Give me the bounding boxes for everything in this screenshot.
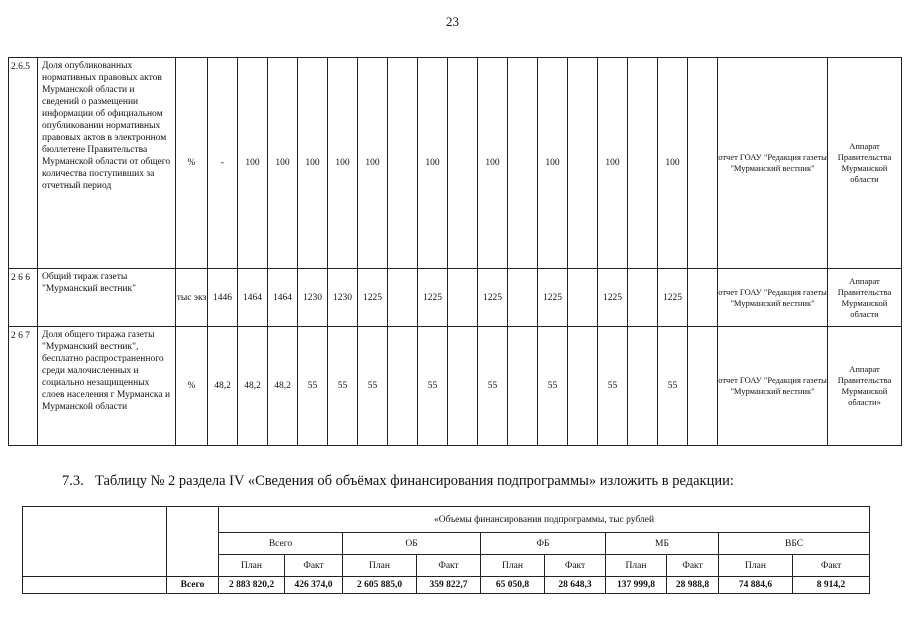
indicator-value: 100 bbox=[538, 58, 568, 269]
financing-value: 2 883 820,2 bbox=[219, 577, 285, 594]
indicator-responsible: Аппарат Правительства Мурманской области» bbox=[828, 327, 902, 446]
financing-row-empty bbox=[23, 577, 167, 594]
indicator-value: 100 bbox=[598, 58, 628, 269]
indicator-value bbox=[508, 58, 538, 269]
indicator-value: 100 bbox=[238, 58, 268, 269]
indicator-value bbox=[628, 269, 658, 327]
indicator-number: 2.6.5 bbox=[9, 58, 38, 269]
indicator-value: 1446 bbox=[208, 269, 238, 327]
indicator-value bbox=[688, 269, 718, 327]
indicator-number: 2 6 6 bbox=[9, 269, 38, 327]
financing-value: 74 884,6 bbox=[719, 577, 793, 594]
financing-value: 28 648,3 bbox=[545, 577, 606, 594]
indicator-value: 55 bbox=[418, 327, 448, 446]
page-number: 23 bbox=[446, 14, 459, 29]
indicator-source: отчет ГОАУ "Редакция газеты "Мурманский вестник" bbox=[718, 58, 828, 269]
financing-row-label: Всего bbox=[167, 577, 219, 594]
paragraph-number: 7.3. bbox=[62, 473, 84, 489]
indicator-value bbox=[628, 58, 658, 269]
indicator-value: 100 bbox=[418, 58, 448, 269]
indicator-value: 55 bbox=[298, 327, 328, 446]
financing-table bbox=[22, 506, 870, 594]
indicator-value: 1225 bbox=[538, 269, 568, 327]
indicator-row bbox=[9, 269, 902, 327]
indicator-unit: % bbox=[176, 58, 208, 269]
indicator-value bbox=[448, 269, 478, 327]
indicator-number: 2 6 7 bbox=[9, 327, 38, 446]
indicator-value: 1464 bbox=[238, 269, 268, 327]
indicator-value: 100 bbox=[358, 58, 388, 269]
indicator-value: 100 bbox=[478, 58, 508, 269]
indicator-row bbox=[9, 58, 902, 269]
financing-value: 65 050,8 bbox=[481, 577, 545, 594]
financing-value: 8 914,2 bbox=[793, 577, 870, 594]
indicator-value bbox=[388, 327, 418, 446]
indicator-value bbox=[388, 269, 418, 327]
indicator-responsible: Аппарат Правительства Мурманской области bbox=[828, 58, 902, 269]
indicator-value bbox=[508, 269, 538, 327]
indicator-value bbox=[568, 58, 598, 269]
financing-value: 426 374,0 bbox=[285, 577, 343, 594]
financing-value: 28 988,8 bbox=[667, 577, 719, 594]
indicator-value: 1230 bbox=[328, 269, 358, 327]
indicator-value bbox=[568, 327, 598, 446]
financing-empty-header bbox=[23, 507, 167, 577]
financing-plan-header: План bbox=[343, 555, 417, 577]
financing-fact-header: Факт bbox=[417, 555, 481, 577]
indicator-value bbox=[508, 327, 538, 446]
indicator-value: 48,2 bbox=[238, 327, 268, 446]
indicator-value: 55 bbox=[328, 327, 358, 446]
indicator-value: 48,2 bbox=[208, 327, 238, 446]
paragraph-text: Таблицу № 2 раздела IV «Сведения об объёмах финансирования подпрограммы» изложить в редакции: bbox=[95, 473, 734, 489]
financing-title: «Объемы финансирования подпрограммы, тыс рублей bbox=[219, 507, 870, 533]
indicator-value: 55 bbox=[538, 327, 568, 446]
indicator-value: 1225 bbox=[418, 269, 448, 327]
financing-fact-header: Факт bbox=[667, 555, 719, 577]
financing-group-header: ФБ bbox=[481, 533, 606, 555]
indicator-value: 55 bbox=[358, 327, 388, 446]
financing-value: 359 822,7 bbox=[417, 577, 481, 594]
indicator-value bbox=[688, 327, 718, 446]
indicator-name: Общий тираж газеты "Мурманский вестник" bbox=[38, 269, 176, 327]
indicator-value: 100 bbox=[268, 58, 298, 269]
indicator-value bbox=[568, 269, 598, 327]
indicator-name: Доля общего тиража газеты "Мурманский вестник", бесплатно распространенного среди малочисленных и социально незащищенных слоев населения г Мурманска и Мурманской области bbox=[38, 327, 176, 446]
indicator-value: 100 bbox=[328, 58, 358, 269]
indicator-row bbox=[9, 327, 902, 446]
indicator-value: 1225 bbox=[598, 269, 628, 327]
financing-value: 137 999,8 bbox=[606, 577, 667, 594]
indicator-value: 1230 bbox=[298, 269, 328, 327]
indicator-value: 1225 bbox=[358, 269, 388, 327]
financing-group-header: ВБС bbox=[719, 533, 870, 555]
financing-fact-header: Факт bbox=[545, 555, 606, 577]
indicator-value bbox=[448, 327, 478, 446]
indicator-value: 100 bbox=[298, 58, 328, 269]
indicator-value bbox=[388, 58, 418, 269]
financing-group-header: ОБ bbox=[343, 533, 481, 555]
indicator-value: 1464 bbox=[268, 269, 298, 327]
indicator-value: - bbox=[208, 58, 238, 269]
indicator-value: 55 bbox=[598, 327, 628, 446]
indicator-value bbox=[448, 58, 478, 269]
financing-fact-header: Факт bbox=[285, 555, 343, 577]
financing-plan-header: План bbox=[606, 555, 667, 577]
indicator-unit: % bbox=[176, 327, 208, 446]
financing-value: 2 605 885,0 bbox=[343, 577, 417, 594]
paragraph-7-3 bbox=[62, 473, 734, 490]
financing-plan-header: План bbox=[719, 555, 793, 577]
indicator-value bbox=[628, 327, 658, 446]
indicator-value: 55 bbox=[478, 327, 508, 446]
indicator-source: отчет ГОАУ "Редакция газеты "Мурманский вестник" bbox=[718, 269, 828, 327]
indicator-value: 1225 bbox=[478, 269, 508, 327]
financing-fact-header: Факт bbox=[793, 555, 870, 577]
indicators-table bbox=[8, 57, 902, 446]
indicator-source: отчет ГОАУ "Редакция газеты "Мурманский вестник" bbox=[718, 327, 828, 446]
indicator-value bbox=[688, 58, 718, 269]
indicator-unit: тыс экз bbox=[176, 269, 208, 327]
indicator-value: 100 bbox=[658, 58, 688, 269]
indicator-value: 1225 bbox=[658, 269, 688, 327]
financing-plan-header: План bbox=[481, 555, 545, 577]
financing-empty-header-2 bbox=[167, 507, 219, 577]
financing-group-header: Всего bbox=[219, 533, 343, 555]
financing-plan-header: План bbox=[219, 555, 285, 577]
indicator-name: Доля опубликованных нормативных правовых актов Мурманской области и сведений о размещении информации об официальном опубликовании нормативных правовых актов в электронном бюллетене Правительства Мурманской области от общего количества поступивших за отчетный период bbox=[38, 58, 176, 269]
indicator-value: 55 bbox=[658, 327, 688, 446]
indicator-responsible: Аппарат Правительства Мурманской области bbox=[828, 269, 902, 327]
financing-group-header: МБ bbox=[606, 533, 719, 555]
indicator-value: 48,2 bbox=[268, 327, 298, 446]
